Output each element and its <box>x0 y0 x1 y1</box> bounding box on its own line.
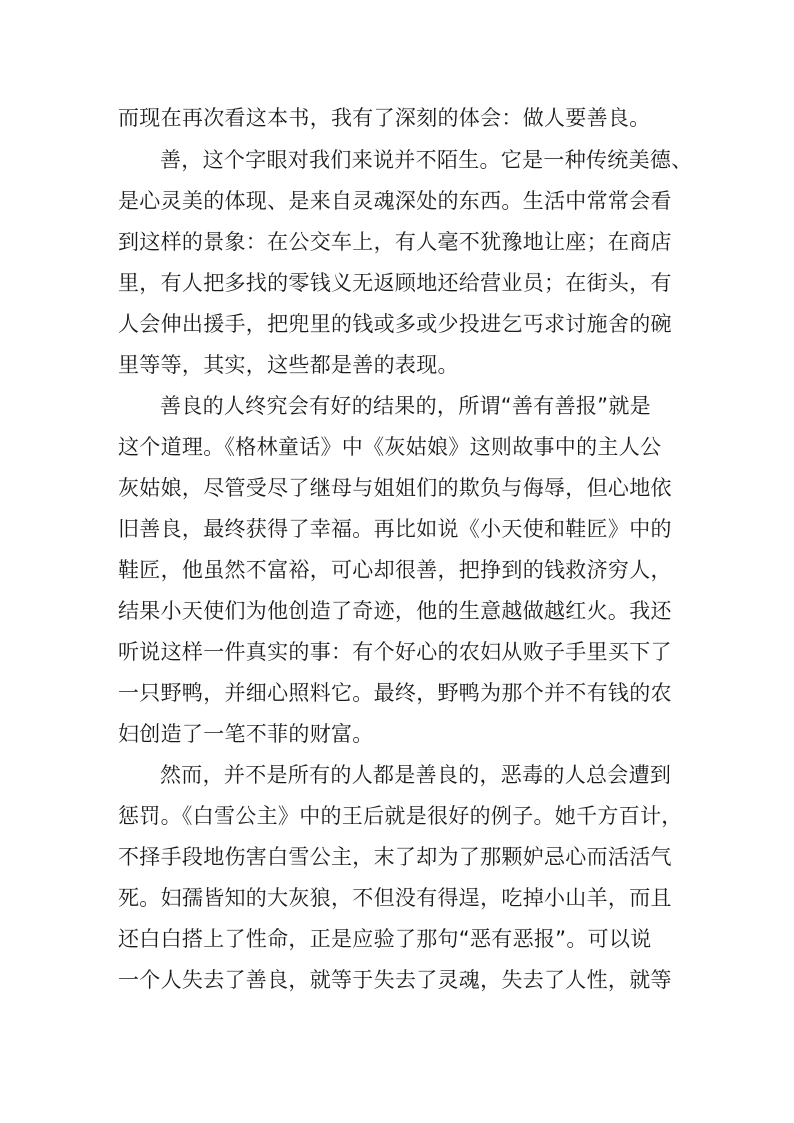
text-line: 不择手段地伤害白雪公主，末了却为了那颗妒忌心而活活气 <box>118 845 672 869</box>
text-line: 是心灵美的体现、是来自灵魂深处的东西。生活中常常会看 <box>118 189 672 213</box>
text-line: 惩罚。《白雪公主》中的王后就是很好的例子。她千方百计， <box>118 804 683 828</box>
text-line: 结果小天使们为他创造了奇迹，他的生意越做越红火。我还 <box>118 599 672 623</box>
text-line: 这个道理。《格林童话》中《灰姑娘》这则故事中的主人公 <box>118 435 662 459</box>
text-line: 鞋匠，他虽然不富裕，可心却很善，把挣到的钱救济穷人， <box>118 558 672 582</box>
text-line: 灰姑娘，尽管受尽了继母与姐姐们的欺负与侮辱，但心地依 <box>118 476 672 500</box>
text-line: 里，有人把多找的零钱义无返顾地还给营业员；在街头，有 <box>118 271 672 295</box>
text-line: 而现在再次看这本书，我有了深刻的体会：做人要善良。 <box>118 106 651 130</box>
text-line: 里等等，其实，这些都是善的表现。 <box>118 353 459 377</box>
text-line: 一个人失去了善良，就等于失去了灵魂，失去了人性，就等 <box>118 968 672 992</box>
text-line: 死。妇孺皆知的大灰狼，不但没有得逞，吃掉小山羊，而且 <box>118 886 672 910</box>
paragraph-start-line: 善良的人终究会有好的结果的，所谓“善有善报”就是 <box>160 394 651 418</box>
text-line: 旧善良，最终获得了幸福。再比如说《小天使和鞋匠》中的 <box>118 517 672 541</box>
text-line: 人会伸出援手，把兜里的钱或多或少投进乞丐求讨施舍的碗 <box>118 312 672 336</box>
text-line: 一只野鸭，并细心照料它。最终，野鸭为那个并不有钱的农 <box>118 681 672 705</box>
text-line: 妇创造了一笔不菲的财富。 <box>118 722 374 746</box>
paragraph-start-line: 善，这个字眼对我们来说并不陌生。它是一种传统美德、 <box>160 148 693 172</box>
text-line: 到这样的景象：在公交车上，有人毫不犹豫地让座；在商店 <box>118 230 672 254</box>
paragraph-start-line: 然而，并不是所有的人都是善良的，恶毒的人总会遭到 <box>160 763 672 787</box>
text-line: 还白白搭上了性命，正是应验了那句“恶有恶报”。可以说 <box>118 927 652 951</box>
text-line: 听说这样一件真实的事：有个好心的农妇从败子手里买下了 <box>118 640 672 664</box>
